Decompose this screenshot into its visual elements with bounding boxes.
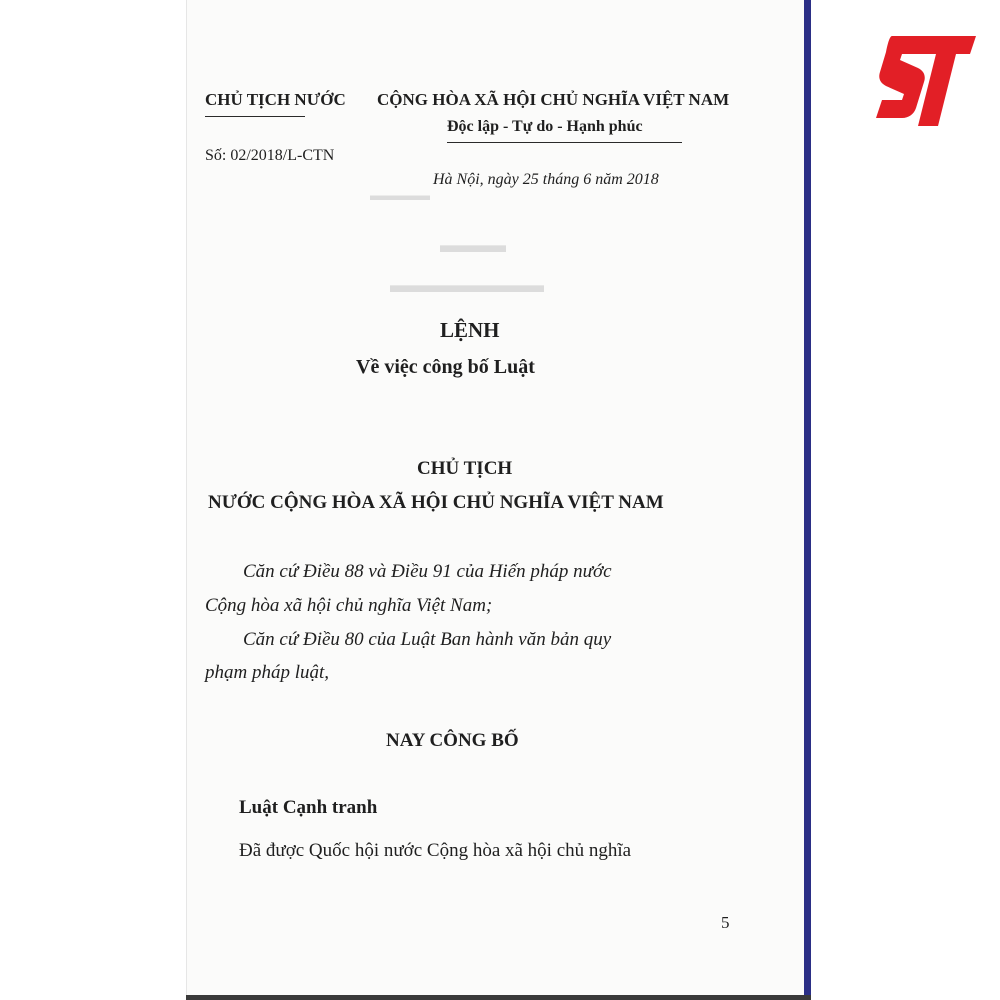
motto: Độc lập - Tự do - Hạnh phúc	[447, 118, 643, 135]
authority-line-1: CHỦ TỊCH	[417, 458, 513, 479]
show-through-mark: ▬▬▬▬	[370, 188, 430, 204]
page-number: 5	[721, 913, 730, 932]
book-spine-edge	[804, 0, 811, 1000]
place-date: Hà Nội, ngày 25 tháng 6 năm 2018	[433, 171, 659, 188]
issuer-underline	[205, 116, 305, 117]
basis-paragraph-2-line-1: Căn cứ Điều 80 của Luật Ban hành văn bản quy	[243, 629, 612, 650]
passed-by-line: Đã được Quốc hội nước Cộng hòa xã hội chủ nghĩa	[239, 840, 632, 861]
show-through-mark: ▬▬▬	[440, 232, 506, 257]
document-subtitle: Về việc công bố Luật	[356, 356, 535, 378]
document-title: LỆNH	[440, 318, 500, 342]
law-name: Luật Cạnh tranh	[239, 797, 378, 818]
authority-line-2: NƯỚC CỘNG HÒA XÃ HỘI CHỦ NGHĨA VIỆT NAM	[208, 492, 664, 513]
st-logo	[872, 28, 980, 136]
basis-paragraph-2-line-2: phạm pháp luật,	[205, 662, 330, 683]
document-number: Số: 02/2018/L-CTN	[205, 147, 335, 164]
page-bottom-edge	[186, 995, 811, 1000]
state-name-heading: CỘNG HÒA XÃ HỘI CHỦ NGHĨA VIỆT NAM	[377, 90, 730, 109]
basis-paragraph-1-line-2: Cộng hòa xã hội chủ nghĩa Việt Nam;	[205, 595, 493, 616]
proclamation-heading: NAY CÔNG BỐ	[386, 730, 519, 751]
motto-underline	[447, 142, 682, 143]
basis-paragraph-1-line-1: Căn cứ Điều 88 và Điều 91 của Hiến pháp nước	[243, 561, 612, 582]
show-through-mark: ▬▬▬▬▬▬▬	[390, 272, 544, 297]
issuer-heading: CHỦ TỊCH NƯỚC	[205, 90, 346, 109]
